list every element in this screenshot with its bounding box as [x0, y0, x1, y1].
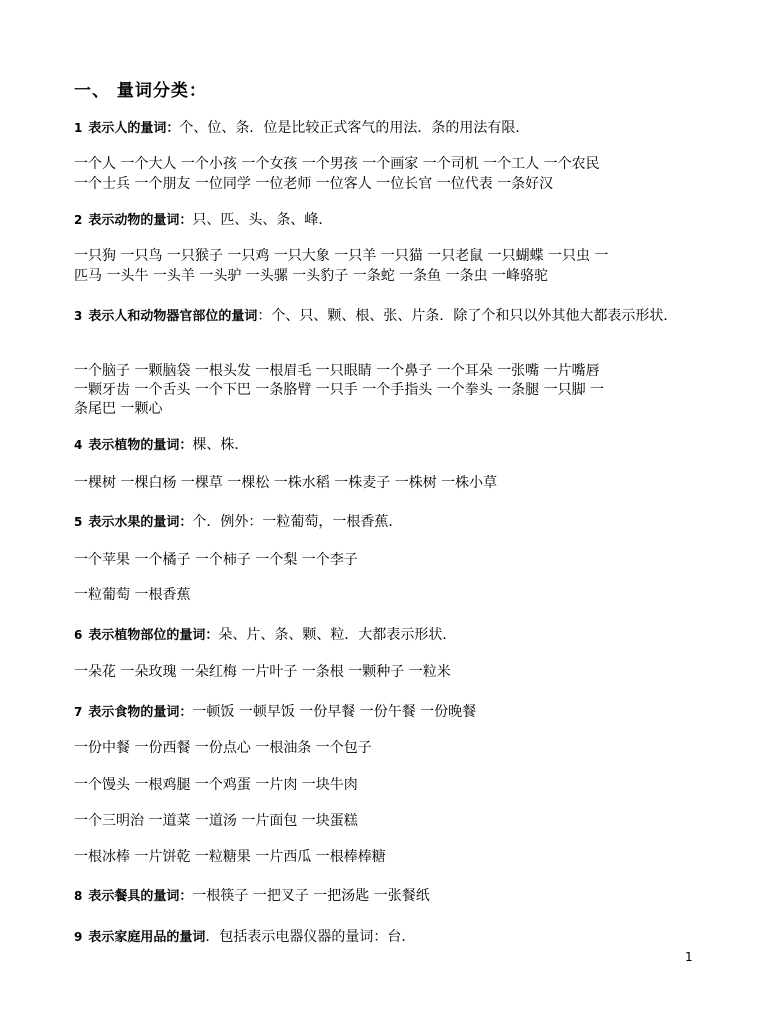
- category-4-title: [74, 436, 700, 455]
- category-5-title: [74, 513, 700, 532]
- section-heading: 一、 量词分类：: [74, 81, 207, 101]
- example-line: 一棵树 一棵白杨 一棵草 一棵松 一株水稻 一株麦子 一株树 一株小草: [74, 475, 498, 491]
- category-description: 一顿饭 一顿早饭 一份早餐 一份午餐 一份晚餐: [192, 704, 477, 720]
- example-line: 一根冰棒 一片饼乾 一粒糖果 一片西瓜 一根棒棒糖: [74, 849, 386, 865]
- category-label: 表示动物的量词：: [88, 213, 193, 228]
- category-description: 棵、株．: [192, 437, 249, 453]
- example-line: 一个脑子 一颗脑袋 一根头发 一根眉毛 一只眼睛 一个鼻子 一个耳朵 一张嘴 一片嘴唇: [74, 363, 600, 379]
- category-number: 3: [74, 309, 83, 323]
- example-line: 一个三明治 一道菜 一道汤 一片面包 一块蛋糕: [74, 813, 358, 829]
- category-description: ．包括表示电器仪器的量词：台．: [205, 929, 416, 945]
- page-number: 1: [685, 950, 693, 964]
- category-label: 表示食物的量词：: [88, 705, 193, 720]
- category-description: 个．例外：一粒葡萄，一根香蕉．: [192, 514, 403, 530]
- category-label: 表示家庭用品的量词: [88, 930, 206, 945]
- category-number: 9: [74, 930, 83, 944]
- category-description: 个、位、条．位是比较正式客气的用法．条的用法有限．: [179, 120, 530, 136]
- category-number: 7: [74, 705, 83, 719]
- category-description: 朵、片、条、颗、粒．大都表示形状．: [218, 627, 457, 643]
- category-3-title: [74, 306, 700, 327]
- example-line: 一朵花 一朵玫瑰 一朵红梅 一片叶子 一条根 一颗种子 一粒米: [74, 664, 451, 680]
- example-line: 一个苹果 一个橘子 一个柿子 一个梨 一个李子: [74, 552, 358, 568]
- category-9-title: [74, 928, 700, 947]
- example-line: 一粒葡萄 一根香蕉: [74, 587, 191, 603]
- category-number: 5: [74, 515, 83, 529]
- category-7-title: [74, 703, 700, 722]
- example-line: 条尾巴 一颗心: [74, 401, 163, 417]
- category-label: 表示餐具的量词：: [88, 889, 193, 904]
- example-line: 一颗牙齿 一个舌头 一个下巴 一条胳臂 一只手 一个手指头 一个拳头 一条腿 一只脚 一: [74, 382, 605, 398]
- category-number: 6: [74, 628, 83, 642]
- category-description: 一根筷子 一把叉子 一把汤匙 一张餐纸: [192, 888, 430, 904]
- example-line: 一份中餐 一份西餐 一份点心 一根油条 一个包子: [74, 740, 372, 756]
- example-line: 匹马 一头牛 一头羊 一头驴 一头骡 一头豹子 一条蛇 一条鱼 一条虫 一峰骆驼: [74, 268, 549, 284]
- category-description: ：个、只、颗、根、张、片条．除了个和只以外其他大都表示形状．: [257, 308, 678, 324]
- example-line: 一个馒头 一根鸡腿 一个鸡蛋 一片肉 一块牛肉: [74, 777, 358, 793]
- category-label: 表示水果的量词：: [88, 515, 193, 530]
- example-line: 一个人 一个大人 一个小孩 一个女孩 一个男孩 一个画家 一个司机 一个工人 一个农民: [74, 156, 600, 172]
- category-1-title: [74, 119, 700, 138]
- example-line: 一只狗 一只鸟 一只猴子 一只鸡 一只大象 一只羊 一只猫 一只老鼠 一只蝴蝶 一只虫 一: [74, 248, 609, 264]
- category-label: 表示人的量词：: [88, 121, 180, 136]
- category-description: 只、匹、头、条、峰．: [192, 212, 333, 228]
- category-number: 1: [74, 121, 83, 135]
- category-label: 表示植物的量词：: [88, 438, 193, 453]
- category-label: 表示植物部位的量词：: [88, 628, 219, 643]
- example-line: 一个士兵 一个朋友 一位同学 一位老师 一位客人 一位长官 一位代表 一条好汉: [74, 176, 554, 192]
- category-6-title: [74, 626, 700, 645]
- category-number: 8: [74, 889, 83, 903]
- category-number: 2: [74, 213, 83, 227]
- category-2-title: [74, 211, 700, 230]
- category-label: 表示人和动物器官部位的量词: [88, 309, 258, 324]
- category-number: 4: [74, 438, 83, 452]
- category-8-title: [74, 887, 700, 906]
